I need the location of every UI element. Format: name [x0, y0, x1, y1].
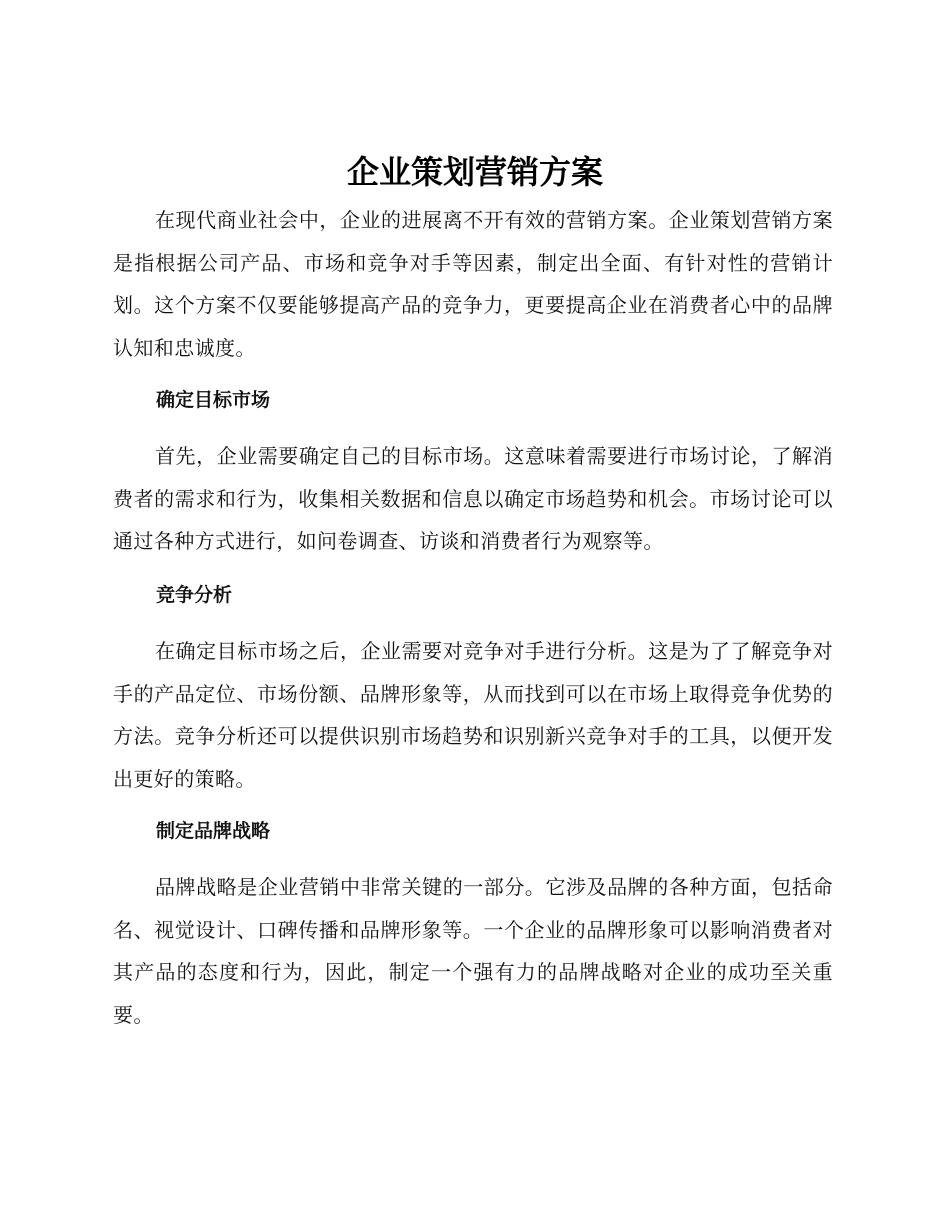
section-body-brand-strategy: 品牌战略是企业营销中非常关键的一部分。它涉及品牌的各种方面，包括命名、视觉设计、口碑传播和品牌形象等。一个企业的品牌形象可以影响消费者对其产品的态度和行为，因此，制定一个强有力的品牌战略对企业的成功至关重要。	[113, 875, 833, 1027]
section-heading-competition: 竞争分析	[156, 584, 233, 606]
document-title: 企业策划营销方案	[346, 153, 603, 191]
intro-paragraph: 在现代商业社会中，企业的进展离不开有效的营销方案。企业策划营销方案是指根据公司产品、市场和竞争对手等因素，制定出全面、有针对性的营销计划。这个方案不仅要能够提高产品的竞争力，更要提高企业在消费者心中的品牌认知和忠诚度。	[113, 208, 833, 360]
section-heading-brand-strategy: 制定品牌战略	[156, 820, 271, 842]
section-heading-target-market: 确定目标市场	[156, 389, 271, 411]
section-body-competition: 在确定目标市场之后，企业需要对竞争对手进行分析。这是为了了解竞争对手的产品定位、市场份额、品牌形象等，从而找到可以在市场上取得竞争优势的方法。竞争分析还可以提供识别市场趋势和识别新兴竞争对手的工具，以便开发出更好的策略。	[113, 639, 833, 791]
section-body-target-market: 首先，企业需要确定自己的目标市场。这意味着需要进行市场讨论，了解消费者的需求和行为，收集相关数据和信息以确定市场趋势和机会。市场讨论可以通过各种方式进行，如问卷调查、访谈和消费者行为观察等。	[113, 444, 833, 553]
